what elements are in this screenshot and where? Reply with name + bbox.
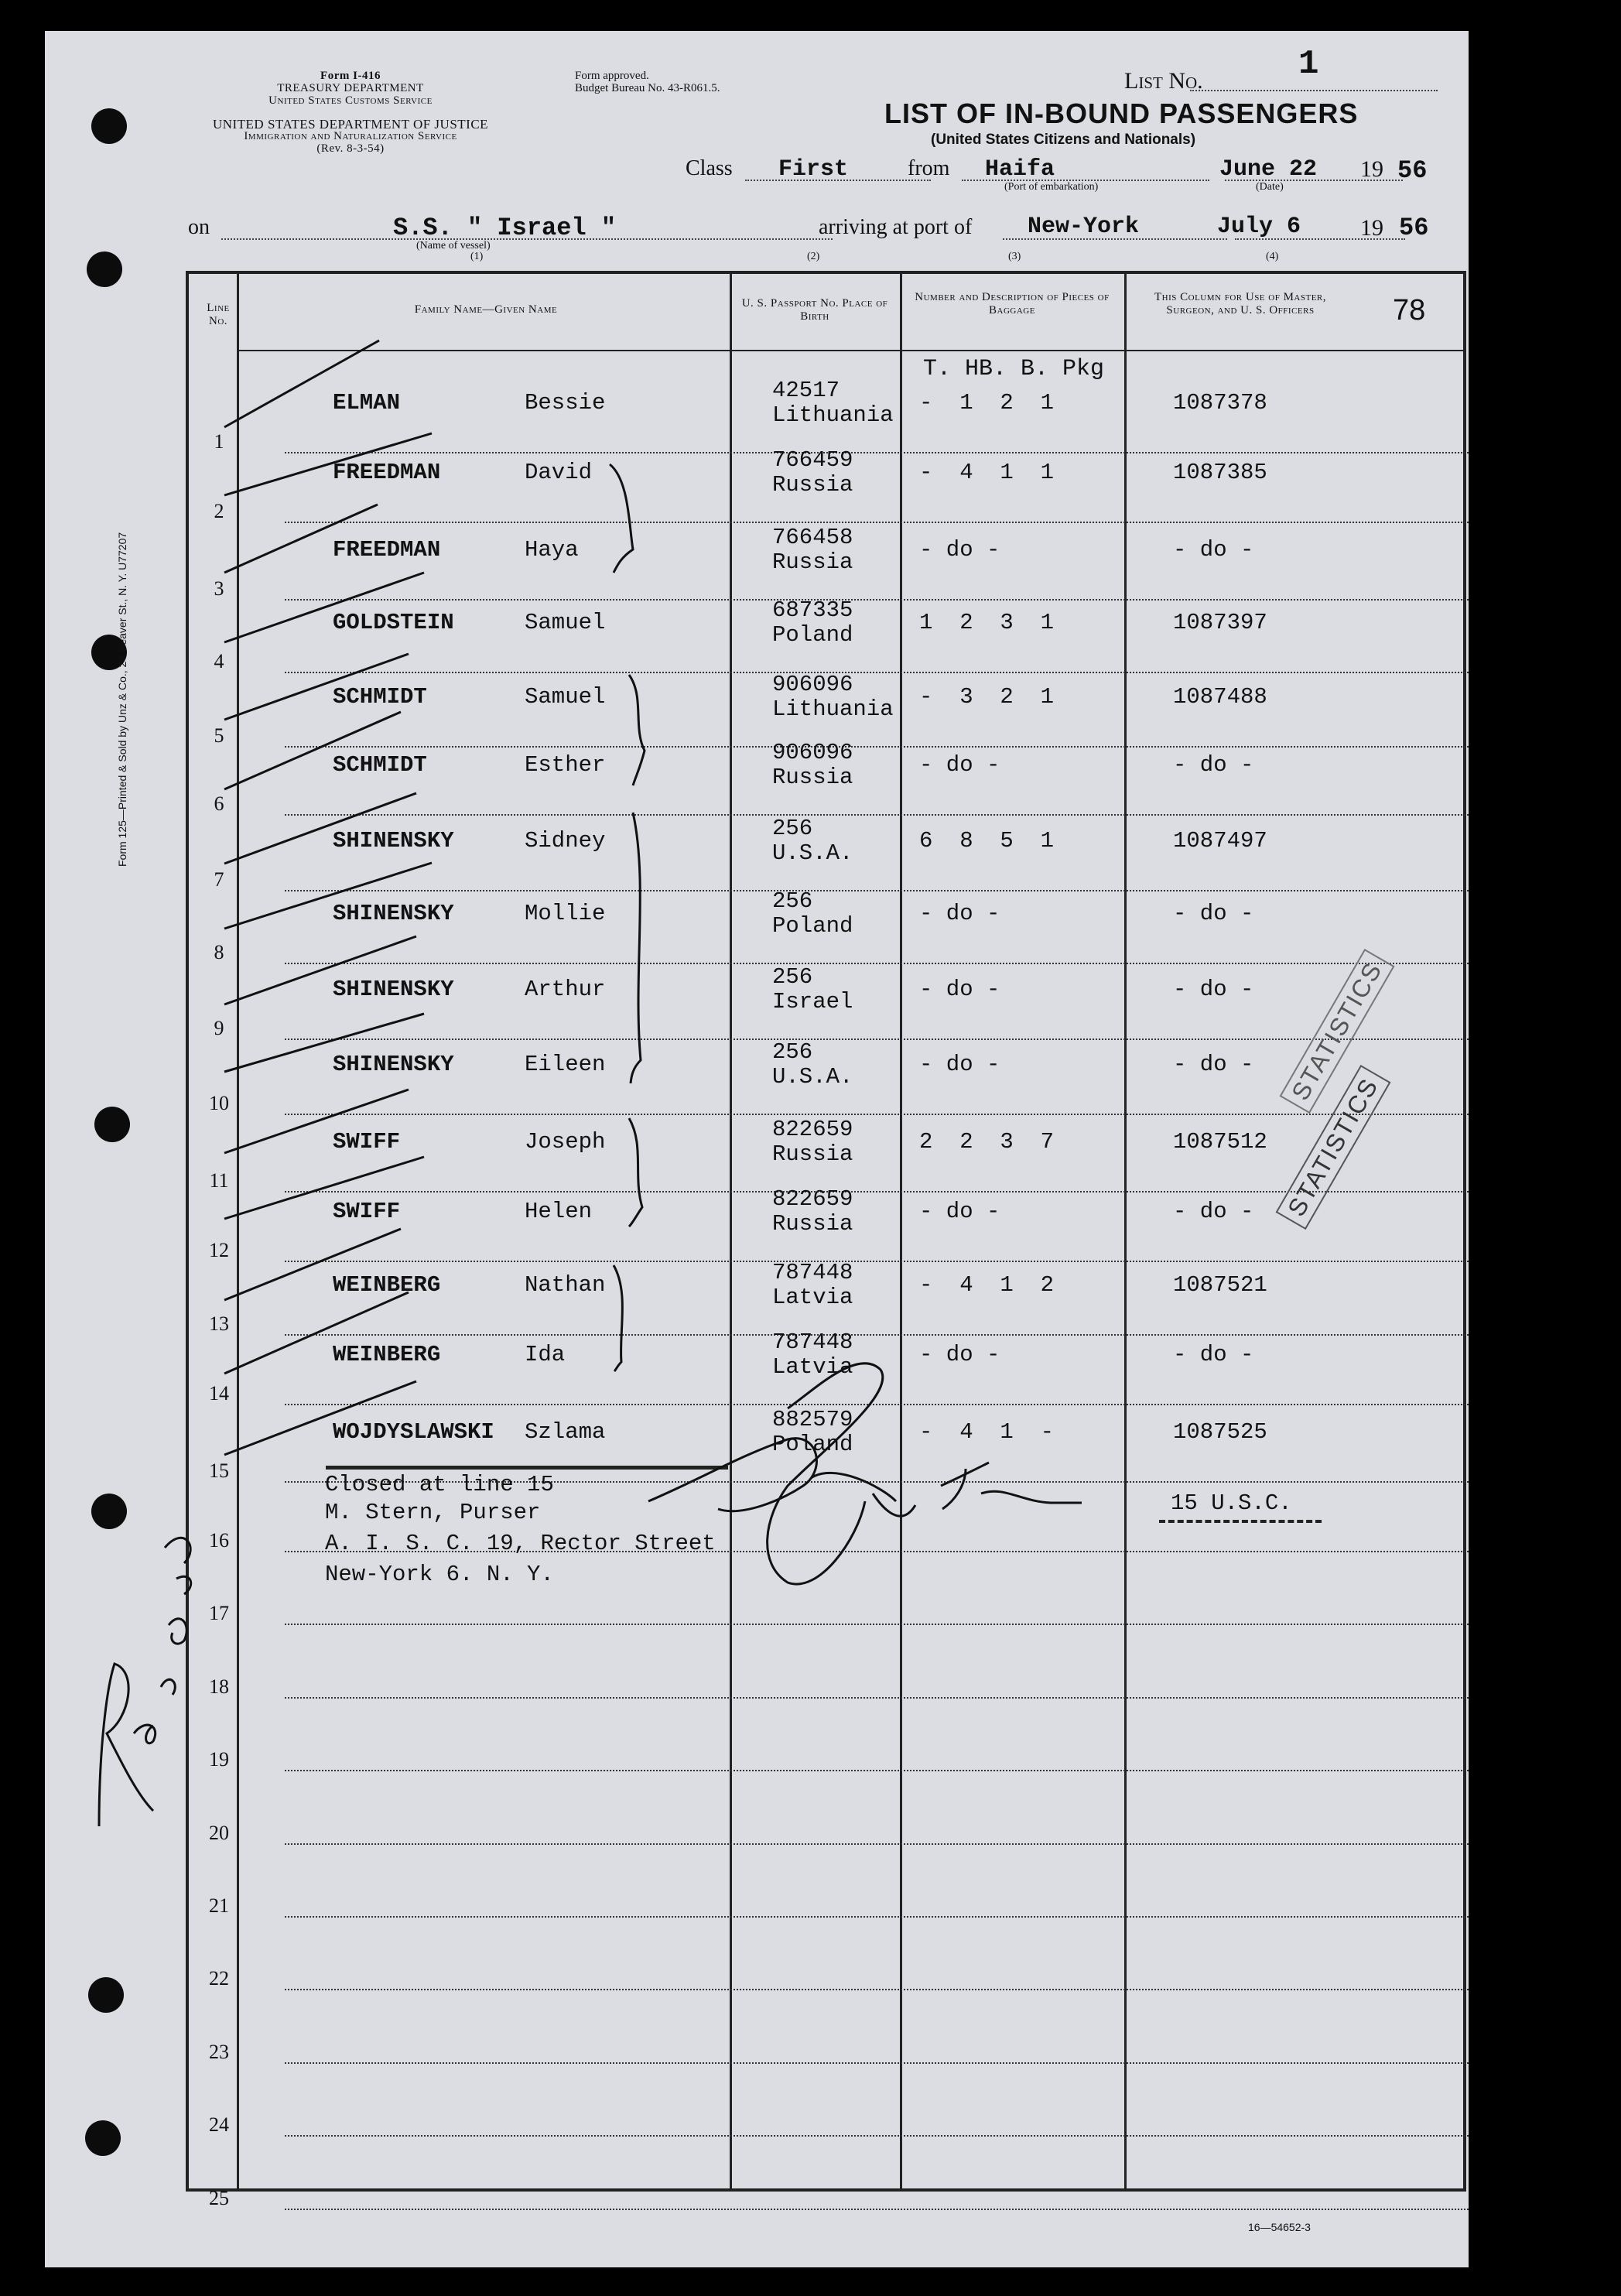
signature <box>648 1364 915 1584</box>
dept-treasury: TREASURY DEPARTMENT <box>277 82 424 94</box>
officer-number: - do - <box>1173 977 1254 1002</box>
officer-number: - do - <box>1173 537 1254 563</box>
initials <box>941 1463 1082 1509</box>
list-number: 1 <box>1298 45 1319 84</box>
officer-number: 1087378 <box>1173 390 1267 416</box>
place-of-birth: U.S.A. <box>772 1064 853 1090</box>
class-label: Class <box>686 156 733 180</box>
line-number: 7 <box>214 868 224 891</box>
arrival-year-prefix: 19 <box>1360 215 1383 241</box>
depart-date: June 22 <box>1219 156 1318 183</box>
family-name: GOLDSTEIN <box>333 610 454 635</box>
passport-number: 787448 <box>772 1329 853 1355</box>
line-number: 5 <box>214 724 224 747</box>
check-mark <box>224 1229 401 1300</box>
baggage-count: - do - <box>919 1199 1000 1224</box>
check-mark <box>224 936 416 1004</box>
given-name: Joseph <box>525 1129 606 1155</box>
dept-ins: Immigration and Naturalization Service <box>244 130 457 142</box>
passport-number: 766459 <box>772 447 853 473</box>
baggage-count: - 4 1 - <box>919 1419 1055 1445</box>
form-page <box>45 31 1469 2267</box>
check-mark <box>224 654 409 720</box>
statistics-stamp: STATISTICS <box>1280 949 1395 1114</box>
check-mark <box>224 505 378 573</box>
baggage-count: - 4 1 2 <box>919 1272 1055 1298</box>
family-name: FREEDMAN <box>333 460 441 485</box>
line-number: 17 <box>209 1602 229 1625</box>
passport-number: 256 <box>772 816 813 841</box>
header-name: Family Name—Given Name <box>414 303 558 316</box>
officer-number: 1087397 <box>1173 610 1267 635</box>
margin-handwriting <box>99 1538 191 1826</box>
given-name: Nathan <box>525 1272 606 1298</box>
passport-number: 822659 <box>772 1186 853 1212</box>
vessel-name: S.S. " Israel " <box>393 214 617 242</box>
line-number: 20 <box>209 1821 229 1844</box>
baggage-count: - 4 1 1 <box>919 460 1055 485</box>
passport-number: 906096 <box>772 740 853 765</box>
check-mark <box>224 1014 424 1072</box>
given-name: Ida <box>525 1342 566 1367</box>
line-number: 13 <box>209 1312 229 1335</box>
depart-year: 56 <box>1397 156 1428 185</box>
place-of-birth: Russia <box>772 1141 853 1167</box>
officer-number: - do - <box>1173 1342 1254 1367</box>
depart-year-prefix: 19 <box>1360 156 1383 182</box>
place-of-birth: Russia <box>772 549 853 575</box>
baggage-count: 6 8 5 1 <box>919 828 1055 854</box>
given-name: David <box>525 460 593 485</box>
col-3-label: (3) <box>1008 251 1021 262</box>
closing-line-4: New-York 6. N. Y. <box>325 1562 554 1587</box>
family-name: WEINBERG <box>333 1342 441 1367</box>
passport-number: 882579 <box>772 1407 853 1432</box>
family-name: SHINENSKY <box>333 977 454 1002</box>
place-of-birth: Russia <box>772 472 853 498</box>
given-name: Esther <box>525 752 606 778</box>
family-name: SCHMIDT <box>333 752 427 778</box>
family-name: SHINENSKY <box>333 901 454 926</box>
form-subtitle: (United States Citizens and Nationals) <box>931 132 1196 148</box>
passport-number: 766458 <box>772 525 853 550</box>
place-of-birth: Latvia <box>772 1354 853 1380</box>
passport-number: 787448 <box>772 1260 853 1285</box>
line-number: 11 <box>209 1169 229 1192</box>
line-number: 8 <box>214 941 224 963</box>
statistics-stamp: STATISTICS <box>1276 1065 1391 1230</box>
check-mark <box>224 712 401 789</box>
col-4-label: (4) <box>1266 251 1279 262</box>
class-value: First <box>778 156 849 183</box>
family-name: SHINENSKY <box>333 828 454 854</box>
baggage-count: - do - <box>919 752 1000 778</box>
check-mark <box>224 1157 424 1219</box>
baggage-count: - do - <box>919 1052 1000 1077</box>
baggage-count: - 3 2 1 <box>919 684 1055 710</box>
embark-port: Haifa <box>985 156 1055 183</box>
passport-number: 906096 <box>772 672 853 697</box>
officer-total: 15 U.S.C. <box>1171 1490 1292 1516</box>
line-number: 1 <box>214 430 224 453</box>
check-mark <box>224 1090 409 1153</box>
place-of-birth: Lithuania <box>772 402 894 428</box>
line-number: 24 <box>209 2113 229 2137</box>
family-name: SWIFF <box>333 1199 401 1224</box>
place-of-birth: Lithuania <box>772 696 894 722</box>
given-name: Helen <box>525 1199 593 1224</box>
given-name: Sidney <box>525 828 606 854</box>
line-number: 12 <box>209 1239 229 1261</box>
given-name: Mollie <box>525 901 606 926</box>
given-name: Haya <box>525 537 579 563</box>
family-name: WEINBERG <box>333 1272 441 1298</box>
bracket <box>610 464 633 573</box>
given-name: Arthur <box>525 977 606 1002</box>
baggage-count: - do - <box>919 1342 1000 1367</box>
officer-number: 1087525 <box>1173 1419 1267 1445</box>
officer-number: - do - <box>1173 752 1254 778</box>
passport-number: 822659 <box>772 1117 853 1142</box>
passport-number: 256 <box>772 888 813 914</box>
place-of-birth: Israel <box>772 989 853 1015</box>
place-of-birth: Russia <box>772 765 853 790</box>
family-name: FREEDMAN <box>333 537 441 563</box>
budget-bureau: Budget Bureau No. 43-R061.5. <box>575 82 720 94</box>
line-number: 25 <box>209 2186 229 2209</box>
check-mark <box>224 1292 409 1374</box>
header-baggage: Number and Description of Pieces of Baggage <box>915 291 1110 317</box>
col-1-label: (1) <box>470 251 484 262</box>
family-name: ELMAN <box>333 390 401 416</box>
baggage-count: 2 2 3 7 <box>919 1129 1055 1155</box>
from-label: from <box>908 156 950 180</box>
passport-number: 42517 <box>772 378 840 403</box>
embark-label: (Port of embarkation) <box>1004 181 1099 193</box>
line-number: 2 <box>214 500 224 522</box>
date-label: (Date) <box>1256 181 1284 193</box>
line-number: 16 <box>209 1529 229 1552</box>
line-number: 23 <box>209 2040 229 2063</box>
bracket <box>631 813 641 1083</box>
given-name: Szlama <box>525 1419 606 1445</box>
list-no-label: List No. <box>1124 68 1203 94</box>
printer-imprint: Form 125—Printed & Sold by Unz & Co., 24 Beaver St., N. Y. U77207 <box>116 532 128 867</box>
check-mark <box>224 573 424 642</box>
arrival-date: July 6 <box>1217 214 1301 240</box>
closing-line-1: Closed at line 15 <box>325 1472 554 1497</box>
officer-number: 1087521 <box>1173 1272 1267 1298</box>
bracket <box>629 675 645 785</box>
line-number: 22 <box>209 1967 229 1990</box>
given-name: Samuel <box>525 684 606 710</box>
bracket <box>614 1265 622 1371</box>
given-name: Samuel <box>525 610 606 635</box>
line-number: 14 <box>209 1382 229 1405</box>
check-mark <box>224 1381 416 1455</box>
officer-number: 1087512 <box>1173 1129 1267 1155</box>
revision: (Rev. 8-3-54) <box>316 142 385 155</box>
given-name: Eileen <box>525 1052 606 1077</box>
officer-number: - do - <box>1173 1199 1254 1224</box>
family-name: SWIFF <box>333 1129 401 1155</box>
officer-number: 1087488 <box>1173 684 1267 710</box>
place-of-birth: U.S.A. <box>772 840 853 866</box>
col-2-label: (2) <box>807 251 820 262</box>
line-number: 15 <box>209 1459 229 1482</box>
place-of-birth: Poland <box>772 1432 853 1457</box>
header-officers: This Column for Use of Master, Surgeon, and U. S. Officers <box>1154 291 1327 317</box>
line-number: 10 <box>209 1092 229 1114</box>
line-number: 19 <box>209 1748 229 1771</box>
family-name: WOJDYSLAWSKI <box>333 1419 494 1445</box>
dept-customs: United States Customs Service <box>268 94 433 107</box>
line-number: 9 <box>214 1017 224 1039</box>
family-name: SCHMIDT <box>333 684 427 710</box>
form-approved: Form approved. <box>575 70 649 82</box>
check-mark <box>224 340 379 427</box>
on-label: on <box>188 215 210 239</box>
arrival-port: New-York <box>1028 214 1140 240</box>
passport-number: 256 <box>772 1039 813 1065</box>
officer-number: 1087385 <box>1173 460 1267 485</box>
family-name: SHINENSKY <box>333 1052 454 1077</box>
line-number: 4 <box>214 650 224 672</box>
officer-number: - do - <box>1173 901 1254 926</box>
line-number: 3 <box>214 577 224 600</box>
header-line-no: Line No. <box>207 302 230 327</box>
line-number: 21 <box>209 1894 229 1917</box>
baggage-count: - 1 2 1 <box>919 390 1055 416</box>
arriving-label: arriving at port of <box>819 215 973 239</box>
arrival-year: 56 <box>1399 214 1429 242</box>
check-mark <box>224 793 416 864</box>
baggage-count: - do - <box>919 977 1000 1002</box>
form-title: LIST OF IN-BOUND PASSENGERS <box>884 98 1359 129</box>
form-number: Form I-416 <box>320 70 381 82</box>
check-mark <box>224 433 432 495</box>
line-number: 6 <box>214 792 224 815</box>
baggage-count: 1 2 3 1 <box>919 610 1055 635</box>
closing-line-3: A. I. S. C. 19, Rector Street <box>325 1531 716 1556</box>
closing-line-2: M. Stern, Purser <box>325 1500 541 1525</box>
place-of-birth: Latvia <box>772 1285 853 1310</box>
vessel-label: (Name of vessel) <box>416 240 491 251</box>
place-of-birth: Poland <box>772 913 853 939</box>
dept-justice: UNITED STATES DEPARTMENT OF JUSTICE <box>212 117 489 132</box>
baggage-subheader: T. HB. B. Pkg <box>923 356 1105 382</box>
officer-number: 1087497 <box>1173 828 1267 854</box>
line-number: 18 <box>209 1675 229 1698</box>
officers-number: 78 <box>1393 294 1426 327</box>
header-passport: U. S. Passport No. Place of Birth <box>741 297 888 323</box>
given-name: Bessie <box>525 390 606 416</box>
passport-number: 256 <box>772 964 813 990</box>
officer-number: - do - <box>1173 1052 1254 1077</box>
place-of-birth: Poland <box>772 622 853 648</box>
bracket <box>629 1118 642 1227</box>
baggage-count: - do - <box>919 537 1000 563</box>
footer-code: 16—54652-3 <box>1248 2221 1311 2233</box>
passport-number: 687335 <box>772 597 853 623</box>
handwriting-marks <box>45 31 1469 2267</box>
place-of-birth: Russia <box>772 1211 853 1237</box>
check-mark <box>224 863 432 929</box>
baggage-count: - do - <box>919 901 1000 926</box>
